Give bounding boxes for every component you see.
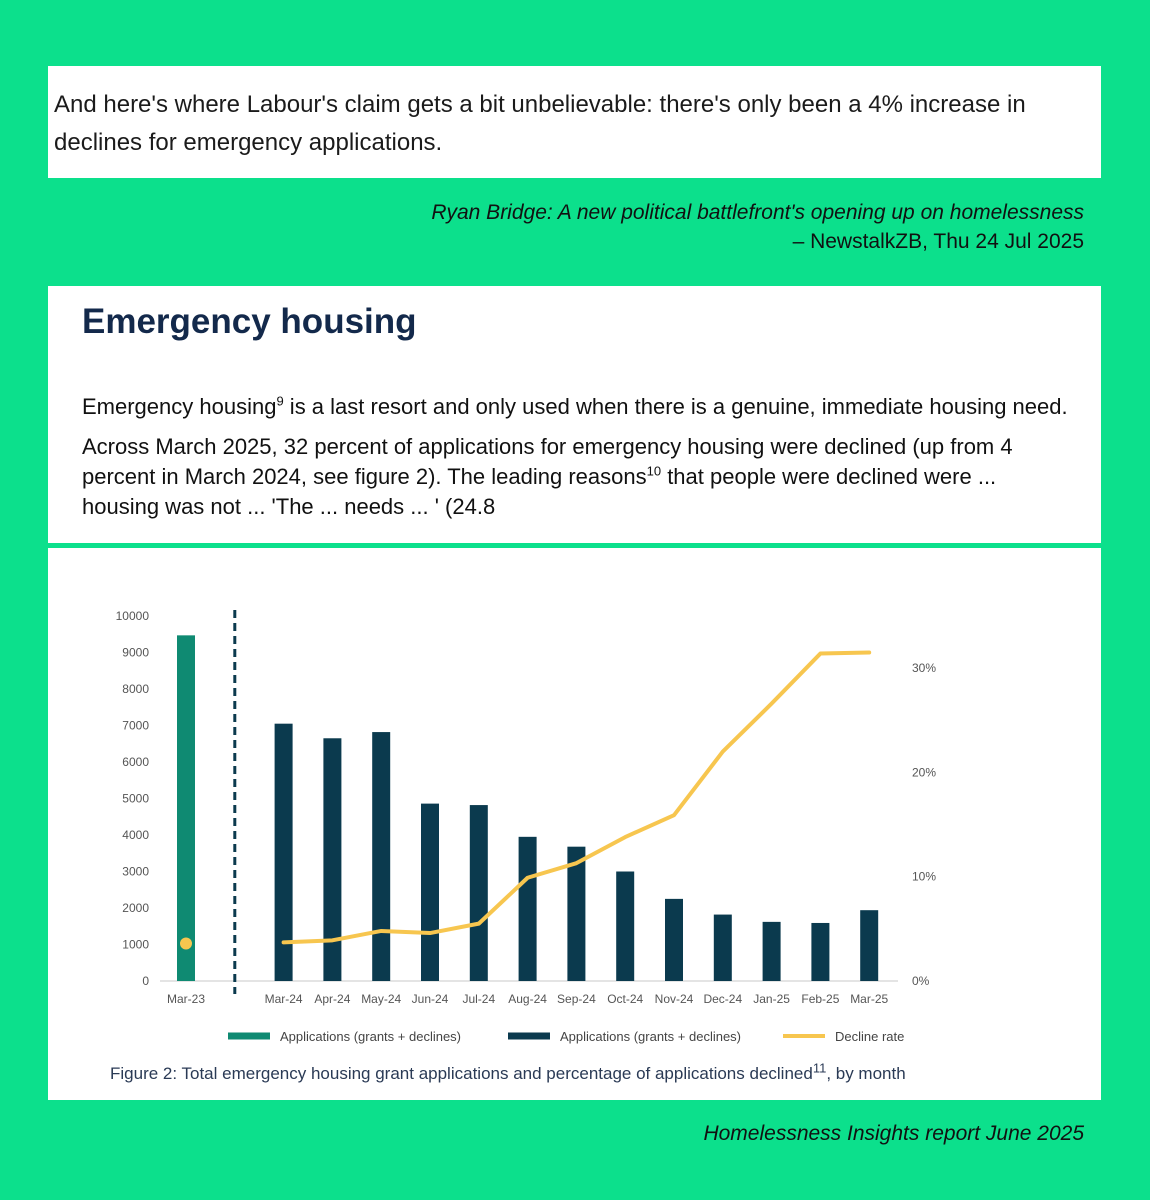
x-tick-label: Apr-24: [314, 992, 351, 1006]
bar: [714, 915, 732, 981]
y-right-tick-label: 10%: [912, 869, 937, 884]
chart-panel: [48, 548, 1101, 1100]
y-left-tick-label: 8000: [122, 682, 149, 696]
report-excerpt: [48, 286, 1101, 543]
footnote-11: 11: [812, 1060, 827, 1076]
bar: [763, 922, 781, 981]
excerpt-body: [82, 392, 1072, 532]
x-tick-label: Mar-23: [166, 992, 206, 1006]
y-left-tick-label: 2000: [122, 901, 149, 915]
x-tick-label: Dec-24: [703, 992, 743, 1006]
source-label: Homelessness Insights report June 2025: [703, 1122, 1084, 1145]
x-tick-label: Sep-24: [557, 992, 596, 1006]
p1-before: Emergency housing: [82, 394, 277, 419]
y-left-tick-label: 0: [142, 974, 149, 988]
bar: [519, 837, 537, 981]
quote-text: And here's where Labour's claim gets a bit unbelievable: there's only been a 4% increase in declines for emergency applications.: [54, 91, 1026, 156]
p2-before: Across March 2025, 32 percent of applications for emergency housing were declined (up from 4 percent in March 2024, see figure 2). The leading reasons: [82, 434, 1013, 489]
legend-label: Decline rate: [835, 1029, 905, 1044]
x-tick-label: Feb-25: [801, 992, 840, 1006]
bar: [372, 732, 390, 981]
chart-svg: [48, 548, 1101, 1058]
bar: [177, 635, 195, 981]
y-right-tick-label: 30%: [912, 661, 937, 676]
y-left-tick-label: 5000: [122, 791, 149, 806]
p1-after: is a last resort and only used when there is a genuine, immediate housing need.: [283, 394, 1068, 419]
x-tick-label: May-24: [361, 992, 402, 1006]
y-right-tick-label: 0%: [912, 974, 930, 988]
bar: [811, 923, 829, 981]
excerpt-heading: Emergency housing: [82, 302, 417, 341]
y-right-tick-label: 20%: [912, 765, 937, 780]
y-left-tick-label: 3000: [122, 864, 149, 879]
x-tick-label: Jan-25: [753, 992, 790, 1006]
decline-rate-point: [180, 937, 192, 949]
caption-after: , by month: [826, 1064, 906, 1083]
x-tick-label: Mar-25: [850, 992, 889, 1006]
bar: [421, 804, 439, 981]
y-left-tick-label: 4000: [122, 828, 149, 842]
x-tick-label: Mar-24: [264, 992, 303, 1006]
footnote-9: 9: [276, 393, 284, 409]
figure-caption: [110, 1060, 906, 1084]
y-left-tick-label: 10000: [115, 609, 149, 623]
x-tick-label: Jun-24: [411, 992, 449, 1006]
excerpt-paragraph-2: [82, 432, 1072, 522]
footnote-10: 10: [646, 463, 662, 479]
y-left-tick-label: 6000: [122, 755, 149, 769]
legend-swatch: [508, 1033, 550, 1040]
attribution: [431, 198, 1084, 256]
x-tick-label: Oct-24: [607, 992, 644, 1006]
y-left-tick-label: 1000: [122, 937, 149, 952]
legend-swatch: [228, 1033, 270, 1040]
y-left-tick-label: 9000: [122, 645, 149, 660]
caption-before: Figure 2: Total emergency housing grant applications and percentage of applications declined: [110, 1064, 813, 1083]
bar: [665, 899, 683, 981]
bar: [860, 910, 878, 981]
bar: [323, 738, 341, 981]
x-tick-label: Nov-24: [654, 992, 694, 1006]
bar: [470, 805, 488, 981]
attribution-title: Ryan Bridge: A new political battlefront's opening up on homelessness: [431, 201, 1084, 224]
quote-box: [48, 66, 1101, 178]
attribution-source: – NewstalkZB, Thu 24 Jul 2025: [792, 230, 1084, 253]
legend-label: Applications (grants + declines): [280, 1029, 462, 1044]
y-left-tick-label: 7000: [122, 718, 149, 733]
excerpt-paragraph-1: [82, 392, 1072, 422]
legend-label: Applications (grants + declines): [560, 1029, 742, 1044]
bar: [616, 872, 634, 982]
x-tick-label: Aug-24: [508, 992, 547, 1006]
p2-after: that people were declined were ... housing was not ... 'The ... needs ... ' (24.8: [82, 464, 997, 519]
x-tick-label: Jul-24: [462, 992, 496, 1006]
legend-swatch: [783, 1034, 825, 1038]
